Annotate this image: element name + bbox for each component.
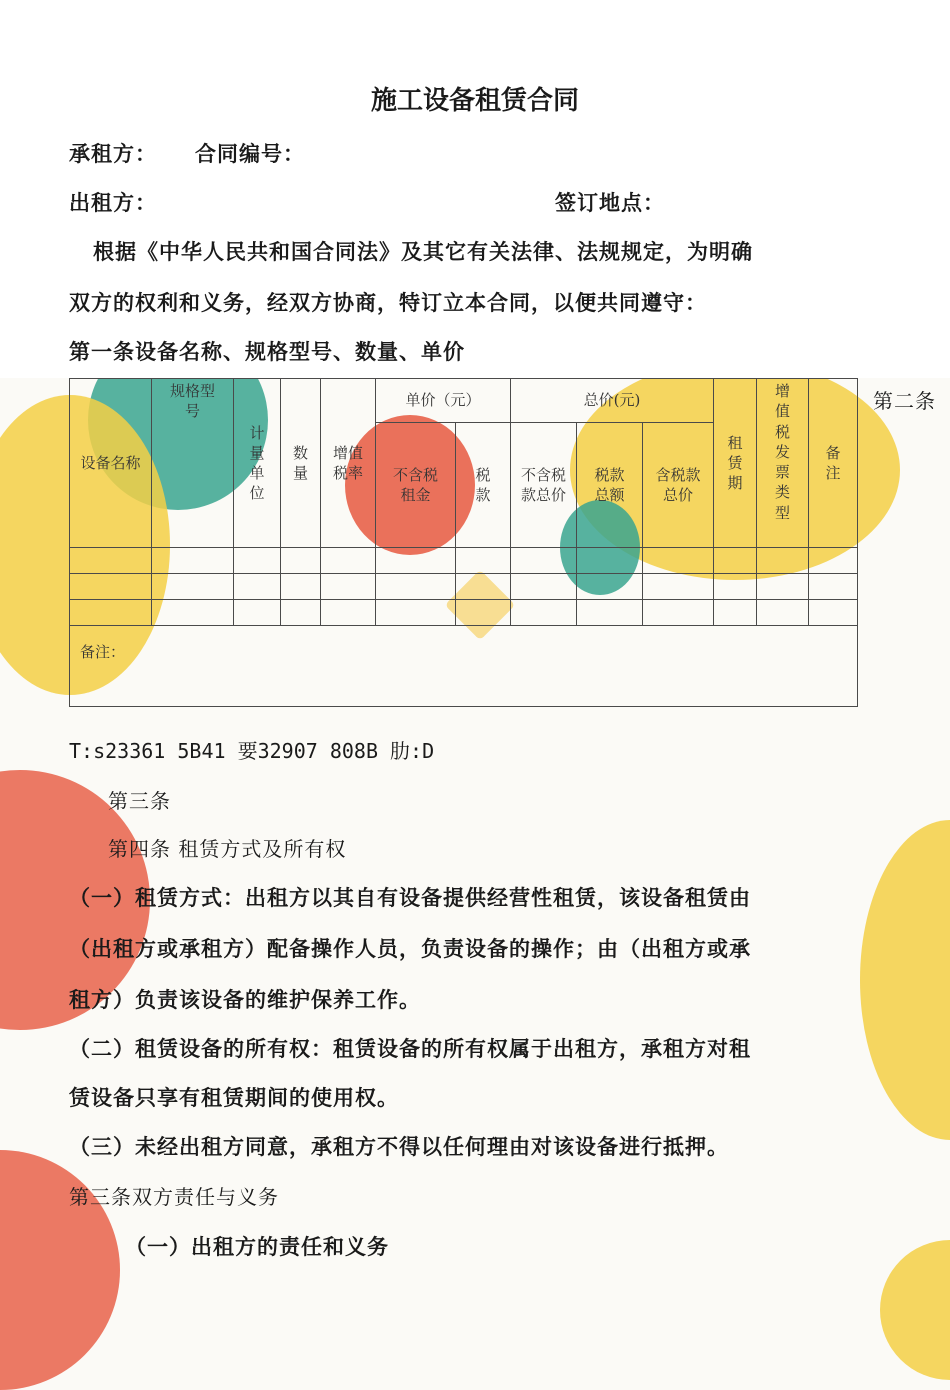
article4-heading: 第四条 租赁方式及所有权 xyxy=(108,837,347,861)
header-unit-tax: 税款 xyxy=(456,423,511,548)
table-cell[interactable] xyxy=(70,548,152,574)
table-cell[interactable] xyxy=(809,548,858,574)
article1-heading: 第一条设备名称、规格型号、数量、单价 xyxy=(69,339,465,364)
table-cell[interactable] xyxy=(511,600,577,626)
table-cell[interactable] xyxy=(757,600,809,626)
table-cell[interactable] xyxy=(234,600,281,626)
table-cell[interactable] xyxy=(577,600,643,626)
table-cell[interactable] xyxy=(70,600,152,626)
article3-short: 第三条 xyxy=(108,789,171,813)
equipment-table xyxy=(69,378,858,707)
header-lease-term: 租赁期 xyxy=(714,379,757,548)
header-remarks: 备注 xyxy=(809,379,858,548)
document-title: 施工设备租赁合同 xyxy=(370,86,579,116)
clause1-line1: （一）租赁方式：出租方以其自有设备提供经营性租赁，该设备租赁由 xyxy=(69,885,751,910)
header-total-price-group: 总价(元) xyxy=(511,379,714,423)
table-cell[interactable] xyxy=(757,574,809,600)
table-cell[interactable] xyxy=(643,600,714,626)
table-cell[interactable] xyxy=(456,574,511,600)
table-cell[interactable] xyxy=(281,574,321,600)
header-spec-model: 规格型号 xyxy=(152,379,234,548)
header-rent-excl-tax: 不含税租金 xyxy=(376,423,456,548)
table-cell[interactable] xyxy=(152,574,234,600)
lessor-label: 出租方： xyxy=(69,190,157,215)
intro-paragraph-line2: 双方的权利和义务，经双方协商，特订立本合同，以便共同遵守： xyxy=(69,290,707,315)
lessee-label: 承租方： xyxy=(69,141,157,166)
article3b-heading: 第三条双方责任与义务 xyxy=(69,1185,279,1209)
table-cell[interactable] xyxy=(511,548,577,574)
table-cell[interactable] xyxy=(757,548,809,574)
article2-side-label: 第二条 xyxy=(873,389,936,413)
table-cell[interactable] xyxy=(376,548,456,574)
table-cell[interactable] xyxy=(234,574,281,600)
clause2-line1: （二）租赁设备的所有权：租赁设备的所有权属于出租方，承租方对租 xyxy=(69,1036,751,1061)
clause1-line3: 租方）负责该设备的维护保养工作。 xyxy=(69,987,421,1012)
header-total-incl-tax: 含税款总价 xyxy=(643,423,714,548)
garbled-code-line: T:s23361 5B41 要32907 808B 肋:D xyxy=(69,739,435,763)
header-invoice-type: 增值税发票类型 xyxy=(757,379,809,548)
table-cell[interactable] xyxy=(714,600,757,626)
table-cell[interactable] xyxy=(321,574,376,600)
clause2-line2: 赁设备只享有租赁期间的使用权。 xyxy=(69,1085,399,1110)
note-label: 备注： xyxy=(80,643,126,661)
clause1-line2: （出租方或承租方）配备操作人员，负责设备的操作；由（出租方或承 xyxy=(69,936,751,961)
table-row xyxy=(70,548,858,574)
contract-no-label: 合同编号： xyxy=(195,141,305,166)
header-equipment-name: 设备名称 xyxy=(70,379,152,548)
table-cell[interactable] xyxy=(511,574,577,600)
table-cell[interactable] xyxy=(152,600,234,626)
table-cell[interactable] xyxy=(281,548,321,574)
table-cell[interactable] xyxy=(321,548,376,574)
table-cell[interactable] xyxy=(714,548,757,574)
table-cell[interactable] xyxy=(643,548,714,574)
header-quantity: 数量 xyxy=(281,379,321,548)
table-cell[interactable] xyxy=(577,548,643,574)
sign-place-label: 签订地点： xyxy=(555,190,665,215)
table-cell[interactable] xyxy=(281,600,321,626)
header-unit-price-group: 单价（元） xyxy=(376,379,511,423)
table-cell[interactable] xyxy=(376,574,456,600)
header-vat-rate: 增值税率 xyxy=(321,379,376,548)
table-cell[interactable] xyxy=(456,600,511,626)
table-cell[interactable] xyxy=(456,548,511,574)
clause3-line1: （三）未经出租方同意，承租方不得以任何理由对该设备进行抵押。 xyxy=(69,1134,729,1159)
table-cell[interactable] xyxy=(809,600,858,626)
lessor-duties-heading: （一）出租方的责任和义务 xyxy=(125,1234,389,1259)
table-row xyxy=(70,574,858,600)
header-total-tax: 税款总额 xyxy=(577,423,643,548)
table-cell[interactable] xyxy=(152,548,234,574)
header-unit: 计量单位 xyxy=(234,379,281,548)
table-note-cell[interactable] xyxy=(70,626,858,707)
table-cell[interactable] xyxy=(714,574,757,600)
table-cell[interactable] xyxy=(577,574,643,600)
table-cell[interactable] xyxy=(234,548,281,574)
table-cell[interactable] xyxy=(643,574,714,600)
header-total-excl-tax: 不含税款总价 xyxy=(511,423,577,548)
table-cell[interactable] xyxy=(809,574,858,600)
table-cell[interactable] xyxy=(376,600,456,626)
table-cell[interactable] xyxy=(70,574,152,600)
intro-paragraph-line1: 根据《中华人民共和国合同法》及其它有关法律、法规规定，为明确 xyxy=(93,239,753,264)
table-cell[interactable] xyxy=(321,600,376,626)
table-row xyxy=(70,600,858,626)
